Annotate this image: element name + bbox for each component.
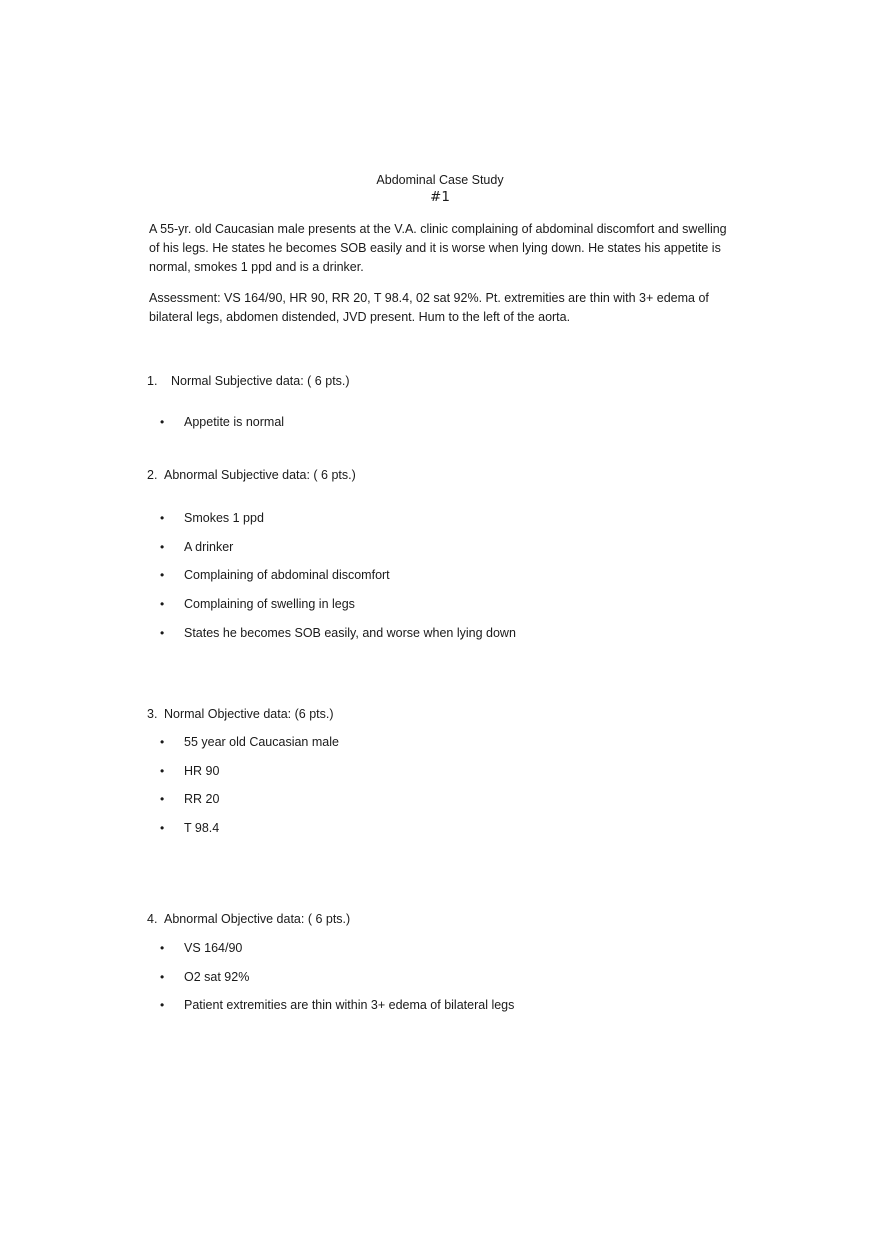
section-heading-normal-objective <box>147 706 334 722</box>
list-item-text: Complaining of abdominal discomfort <box>184 568 390 583</box>
list-item-text: Smokes 1 ppd <box>184 511 264 525</box>
section-number: 2. <box>147 468 158 482</box>
document-subtitle: #1 <box>430 189 450 205</box>
bullet-icon: • <box>160 821 165 836</box>
list-item <box>160 820 339 849</box>
section-number: 3. <box>147 707 158 721</box>
bullet-icon: • <box>160 969 165 984</box>
bullet-icon: • <box>160 568 165 583</box>
list-item <box>160 510 516 539</box>
list-item-text: 55 year old Caucasian male <box>184 735 339 749</box>
list-item <box>160 596 516 625</box>
section-heading-abnormal-subjective <box>147 467 356 483</box>
list-item <box>160 791 339 820</box>
section-heading-text: Abnormal Subjective data: ( 6 pts.) <box>164 468 356 482</box>
assessment-paragraph: Assessment: VS 164/90, HR 90, RR 20, T 98.4, 02 sat 92%. Pt. extremities are thin with 3+ edema of bilateral legs, abdomen distended, JVD present. Hum to the left of the aorta. <box>149 291 709 324</box>
bullet-icon: • <box>160 625 165 640</box>
list-item-text: HR 90 <box>184 763 220 778</box>
section-heading-text: Normal Subjective data: ( 6 pts.) <box>171 374 350 388</box>
list-item <box>160 567 516 596</box>
list-item-text: O2 sat 92% <box>184 969 250 984</box>
list-item <box>160 997 514 1026</box>
bullet-icon: • <box>160 792 165 807</box>
list-item-text: VS 164/90 <box>184 941 243 955</box>
list-item-text: A drinker <box>184 539 234 554</box>
bullet-icon: • <box>160 511 165 525</box>
bullet-icon: • <box>160 597 165 612</box>
bullet-icon: • <box>160 539 165 554</box>
section-heading-text: Abnormal Objective data: ( 6 pts.) <box>164 912 351 926</box>
list-item-text: RR 20 <box>184 792 220 807</box>
section-heading-text: Normal Objective data: (6 pts.) <box>164 707 334 721</box>
title-block <box>0 172 880 206</box>
list-item-text: Patient extremities are thin within 3+ edema of bilateral legs <box>184 998 515 1013</box>
list-item <box>160 969 514 998</box>
abnormal-objective-list <box>160 940 514 1026</box>
bullet-icon: • <box>160 415 165 429</box>
list-item-text: States he becomes SOB easily, and worse when lying down <box>184 625 516 640</box>
abnormal-subjective-list <box>160 510 516 653</box>
list-item <box>160 539 516 568</box>
list-item <box>160 625 516 654</box>
section-heading-abnormal-objective <box>147 911 350 927</box>
list-item-text: T 98.4 <box>184 821 220 836</box>
document-title: Abdominal Case Study <box>376 173 504 187</box>
section-number: 1. <box>147 374 158 388</box>
bullet-icon: • <box>160 941 165 955</box>
list-item <box>160 763 339 792</box>
bullet-icon: • <box>160 763 165 778</box>
list-item-text: Complaining of swelling in legs <box>184 597 355 612</box>
section-number: 4. <box>147 912 158 926</box>
list-item <box>160 734 339 763</box>
list-item <box>160 940 514 969</box>
bullet-icon: • <box>160 998 165 1013</box>
normal-objective-list <box>160 734 339 849</box>
case-description-paragraph: A 55-yr. old Caucasian male presents at the V.A. clinic complaining of abdominal discomfort and swelling of his legs. He states he becomes SOB easily and it is worse when lying down. He states his appetite is normal, smokes 1 ppd and is a drinker. <box>149 222 727 274</box>
normal-subjective-list <box>160 414 284 443</box>
list-item-text: Appetite is normal <box>184 415 285 429</box>
section-heading-normal-subjective <box>147 373 350 389</box>
list-item <box>160 414 284 443</box>
bullet-icon: • <box>160 735 165 749</box>
